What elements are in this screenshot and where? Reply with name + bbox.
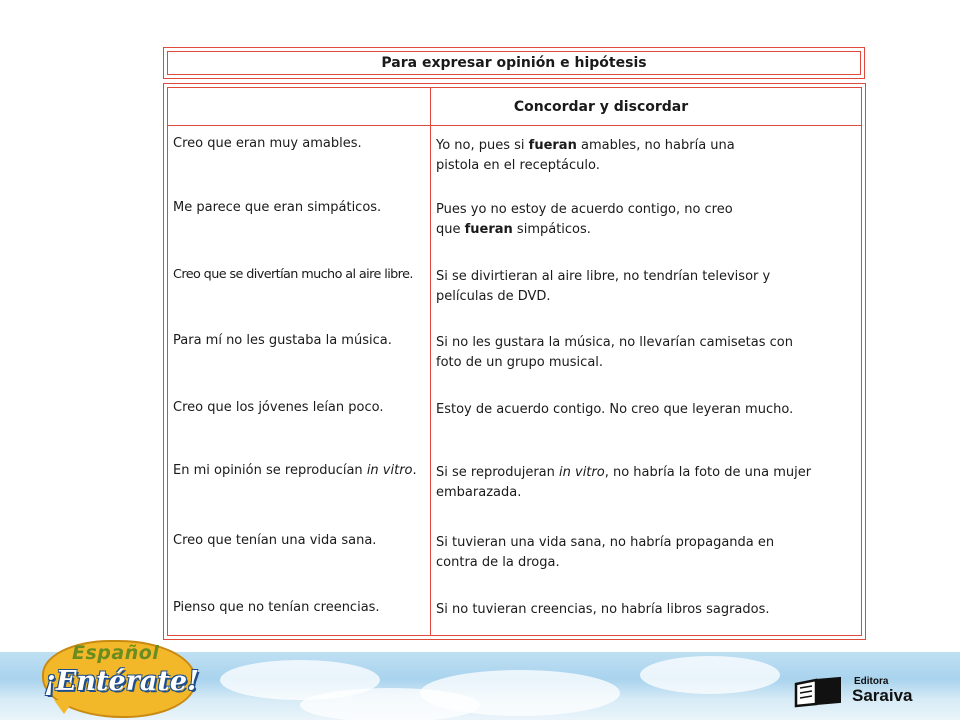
cloud xyxy=(300,688,480,722)
opinion-segment: . xyxy=(412,463,417,478)
opinion-cell: Creo que se divertían mucho al aire libre. xyxy=(173,267,413,282)
response-cell xyxy=(436,400,836,420)
opinion-cell: Me parece que eran simpáticos. xyxy=(173,200,382,215)
response-cell xyxy=(436,333,836,373)
table-header: Concordar y discordar xyxy=(513,98,689,115)
response-segment: pistola en el receptáculo. xyxy=(436,158,600,173)
response-cell xyxy=(436,600,836,620)
phrase-table xyxy=(163,83,866,640)
phrase-table-inner xyxy=(167,87,862,636)
response-segment: foto de un grupo musical. xyxy=(436,355,604,370)
response-segment: Yo no, pues si xyxy=(436,138,529,153)
response-segment: amables, no habría una xyxy=(576,138,735,153)
editora-saraiva-logo xyxy=(792,672,942,712)
column-divider xyxy=(430,88,431,635)
response-cell xyxy=(436,267,836,307)
response-segment: Si se reprodujeran xyxy=(436,465,560,480)
response-segment: fueran xyxy=(528,138,577,153)
response-segment: simpáticos. xyxy=(512,222,591,237)
publisher-label: Editora xyxy=(854,676,889,687)
logo-bubble-tail xyxy=(54,700,74,714)
opinion-cell: Para mí no les gustaba la música. xyxy=(173,333,392,348)
response-segment: que xyxy=(436,222,465,237)
opinion-cell: Pienso que no tenían creencias. xyxy=(173,600,380,615)
logo-espanol-text: Español xyxy=(72,642,160,664)
response-cell xyxy=(436,200,836,240)
publisher-name: Saraiva xyxy=(852,686,913,705)
response-cell xyxy=(436,136,836,176)
response-segment: Si no les gustara la música, no llevarían camisetas con xyxy=(436,335,793,350)
espanol-enterate-logo xyxy=(38,632,198,718)
opinion-cell: Creo que eran muy amables. xyxy=(173,136,362,151)
response-segment: contra de la droga. xyxy=(436,555,560,570)
response-segment: Si tuvieran una vida sana, no habría propaganda en xyxy=(436,535,775,550)
opinion-segment: in vitro xyxy=(366,463,413,478)
response-segment: Pues yo no estoy de acuerdo contigo, no creo xyxy=(436,202,733,217)
opinion-cell: Creo que tenían una vida sana. xyxy=(173,533,377,548)
cloud xyxy=(640,656,780,694)
header-divider xyxy=(168,125,861,126)
response-cell xyxy=(436,463,836,503)
response-segment: fueran xyxy=(464,222,513,237)
opinion-cell: Creo que los jóvenes leían poco. xyxy=(173,400,384,415)
response-segment: in vitro xyxy=(559,465,605,480)
opinion-segment: En mi opinión se reproducían xyxy=(173,463,367,478)
response-cell xyxy=(436,533,836,573)
opinion-cell xyxy=(173,461,428,481)
logo-enterate-text: ¡Entérate! xyxy=(44,666,199,697)
response-segment: Si se divirtieran al aire libre, no tendrían televisor y xyxy=(436,269,771,284)
response-segment: Estoy de acuerdo contigo. No creo que leyeran mucho. xyxy=(436,402,794,417)
response-segment: películas de DVD. xyxy=(436,289,551,304)
response-segment: embarazada. xyxy=(436,485,522,500)
open-book-icon xyxy=(794,676,844,708)
page-title: Para expresar opinión e hipótesis xyxy=(167,51,861,75)
response-segment: Si no tuvieran creencias, no habría libros sagrados. xyxy=(436,602,770,617)
title-box xyxy=(163,47,865,79)
response-segment: , no habría la foto de una mujer xyxy=(604,465,812,480)
